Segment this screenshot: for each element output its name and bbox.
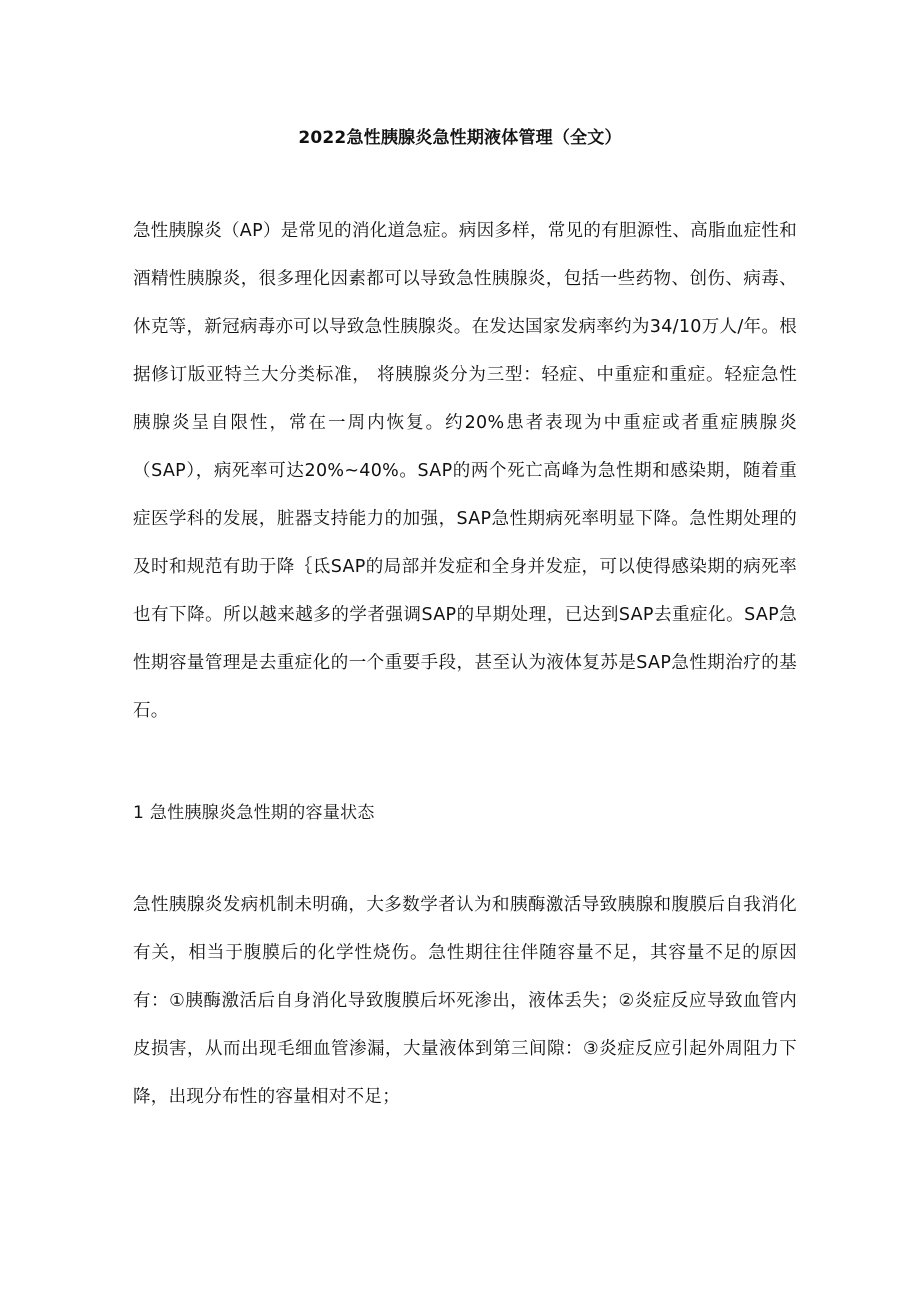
document-title: 2022急性胰腺炎急性期液体管理（全文） bbox=[298, 128, 622, 148]
section-heading: 1 急性胰腺炎急性期的容量状态 bbox=[133, 803, 375, 823]
intro-paragraph: 急性胰腺炎（AP）是常见的消化道急症。病因多样，常见的有胆源性、高脂血症性和酒精性胰腺炎，很多理化因素都可以导致急性胰腺炎，包括一些药物、创伤、病毒、休克等，新冠病毒亦可以导致急性胰腺炎。在发达国家发病率约为34/10万人/年。根据修订版亚特兰大分类标准， 将胰腺炎分为三型：轻症、中重症和重症。轻症急性胰腺炎呈自限性，常在一周内恢复。约20%患者表现为中重症或者重症胰腺炎（SAP），病死率可达20%~40%。SAP的两个死亡高峰为急性期和感染期，随着重症医学科的发展，脏器支持能力的加强，SAP急性期病死率明显下降。急性期处理的及时和规范有助于降｛氐SAP的局部并发症和全身并发症，可以使得感染期的病死率也有下降。所以越来越多的学者强调SAP的早期处理，已达到SAP去重症化。SAP急性期容量管理是去重症化的一个重要手段，甚至认为液体复苏是SAP急性期治疗的基石。 bbox=[133, 221, 797, 721]
section-paragraph: 急性胰腺炎发病机制未明确，大多数学者认为和胰酶激活导致胰腺和腹膜后自我消化有关，相当于腹膜后的化学性烧伤。急性期往往伴随容量不足，其容量不足的原因有：①胰酶激活后自身消化导致腹膜后坏死渗出，液体丢失；②炎症反应导致血管内皮损害，从而出现毛细血管渗漏，大量液体到第三间隙：③炎症反应引起外周阻力下降，出现分布性的容量相对不足； bbox=[133, 895, 797, 1107]
